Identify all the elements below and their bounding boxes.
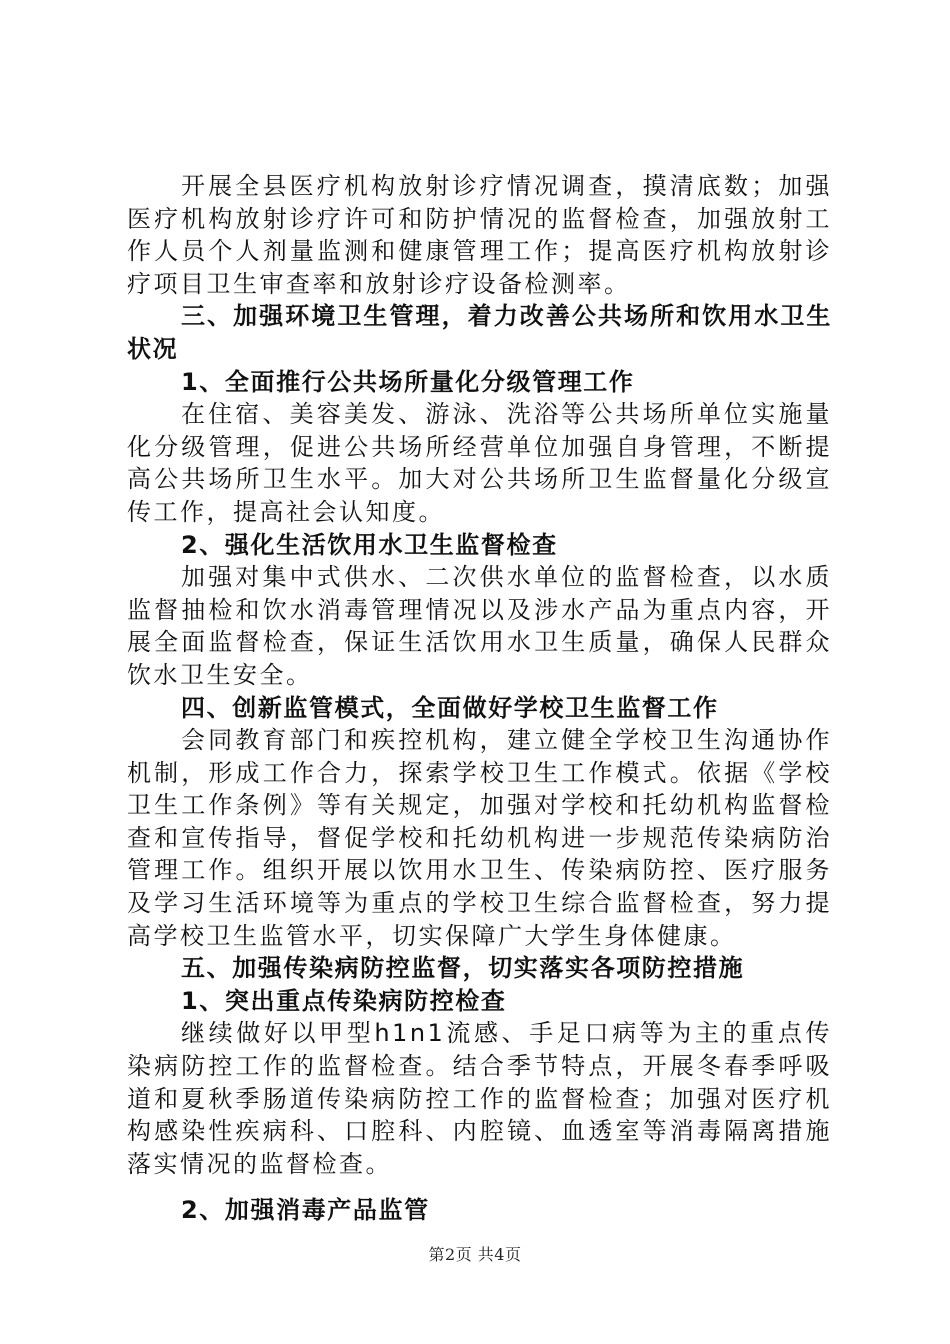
section-heading-5: 五、加强传染病防控监督，切实落实各项防控措施 <box>181 954 745 983</box>
section-heading-3: 三、加强环境卫生管理，着力改善公共场所和饮用水卫生状况 <box>127 302 832 363</box>
paragraph-infectious-disease: 继续做好以甲型h1n1流感、手足口病等为主的重点传染病防控工作的监督检查。结合季节特点，开展冬春季呼吸道和夏秋季肠道传染病防控工作的监督检查；加强对医疗机构感染性疾病科、口腔科、内腔镜、血透室等消毒隔离措施落实情况的监督检查。 <box>127 1019 832 1178</box>
section-heading-4: 四、创新监管模式，全面做好学校卫生监督工作 <box>181 693 719 722</box>
paragraph-school-health: 会同教育部门和疾控机构，建立健全学校卫生沟通协作机制，形成工作合力，探索学校卫生工作模式。依据《学校卫生工作条例》等有关规定，加强对学校和托幼机构监督检查和宣传指导，督促学校和托幼机构进一步规范传染病防治管理工作。组织开展以饮用水卫生、传染病防控、医疗服务及学习生活环境等为重点的学校卫生综合监督检查，努力提高学校卫生监管水平，切实保障广大学生身体健康。 <box>127 726 832 950</box>
paragraph-public-places: 在住宿、美容美发、游泳、洗浴等公共场所单位实施量化分级管理，促进公共场所经营单位加强自身管理，不断提高公共场所卫生水平。加大对公共场所卫生监督量化分级宣传工作，提高社会认知度。 <box>127 400 832 526</box>
subheading-3-1: 1、全面推行公共场所量化分级管理工作 <box>181 367 635 396</box>
subheading-3-2: 2、强化生活饮用水卫生监督检查 <box>181 530 558 559</box>
paragraph-radiation-survey: 开展全县医疗机构放射诊疗情况调查，摸清底数；加强医疗机构放射诊疗许可和防护情况的监督检查，加强放射工作人员个人剂量监测和健康管理工作；提高医疗机构放射诊疗项目卫生审查率和放射诊疗设备检测率。 <box>127 172 832 298</box>
paragraph-drinking-water: 加强对集中式供水、二次供水单位的监督检查，以水质监督抽检和饮水消毒管理情况以及涉水产品为重点内容，开展全面监督检查，保证生活饮用水卫生质量，确保人民群众饮水卫生安全。 <box>127 563 832 689</box>
subheading-5-2: 2、加强消毒产品监管 <box>181 1196 430 1225</box>
document-body <box>127 170 832 1227</box>
page-number: 第2页 共4页 <box>428 1245 522 1264</box>
subheading-5-1: 1、突出重点传染病防控检查 <box>181 986 507 1015</box>
